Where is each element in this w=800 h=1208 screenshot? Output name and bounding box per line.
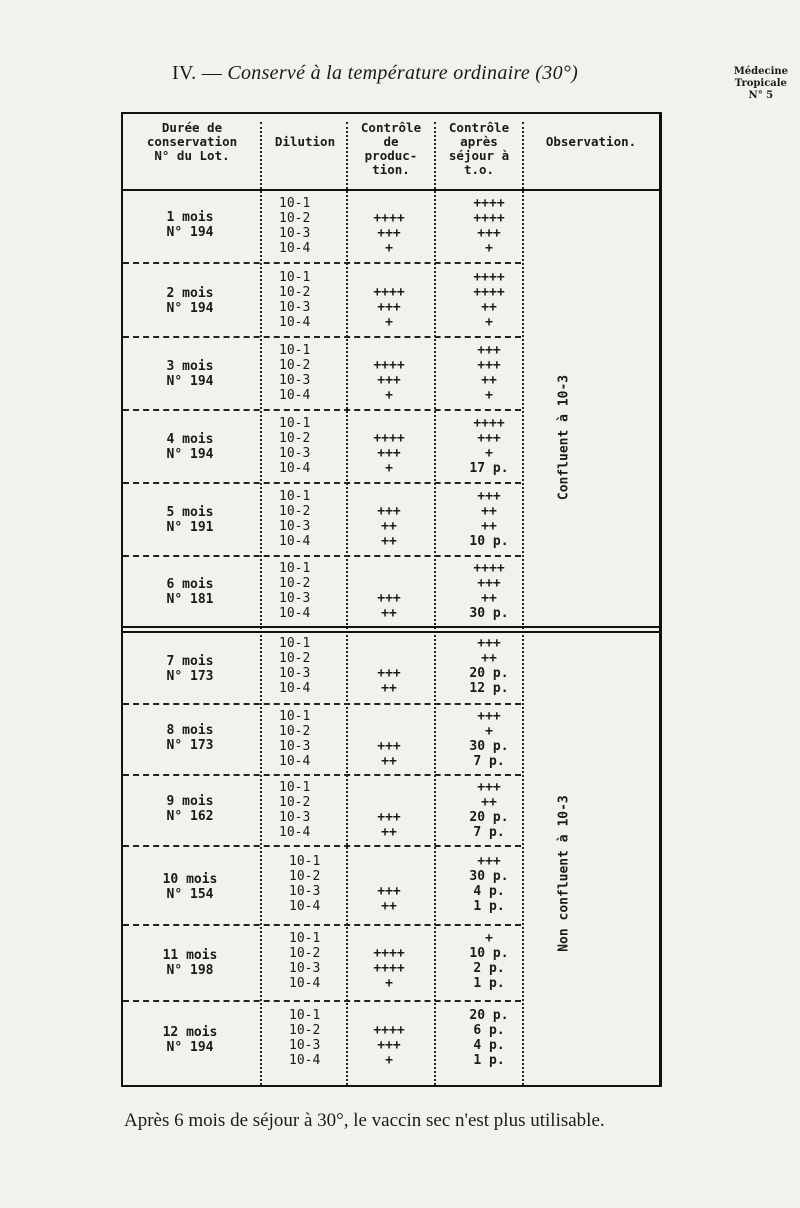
production-cell: ++++ ++++ + [373,946,405,991]
journal-tag [734,66,788,102]
lot-cell: 7 mois N° 173 [166,654,214,684]
production-cell: +++ ++ [377,739,401,769]
row-separator [123,774,521,776]
header-duration: Durée de conservation N° du Lot. [146,120,238,163]
production-cell: ++++ +++ + [373,358,405,403]
lot-cell: 11 mois N° 198 [162,948,218,978]
lot-cell: 6 mois N° 181 [166,577,214,607]
sejour-cell: ++++ ++++ ++ + [473,270,505,330]
row-separator [123,482,521,484]
dilution-cell: 10-1 10-2 10-3 10-4 [279,780,311,840]
dilution-cell: 10-1 10-2 10-3 10-4 [289,1008,321,1068]
lot-cell: 1 mois N° 194 [166,210,214,240]
dilution-cell: 10-1 10-2 10-3 10-4 [279,343,311,403]
row-separator [123,1000,521,1002]
observation-confluent: Confluent à 10-3 [556,374,572,501]
lot-cell: 2 mois N° 194 [166,286,214,316]
sejour-cell: +++ ++ 20 p. 12 p. [469,636,509,696]
header-dilution: Dilution [274,134,336,149]
header-rule [121,189,659,191]
sejour-cell: 20 p. 6 p. 4 p. 1 p. [469,1008,509,1068]
dilution-cell: 10-1 10-2 10-3 10-4 [279,489,311,549]
sejour-cell: +++ + 30 p. 7 p. [469,709,509,769]
row-separator [123,703,521,705]
production-cell: +++ ++ [377,884,401,914]
sejour-cell: +++ +++ ++ + [477,343,501,403]
dilution-cell: 10-1 10-2 10-3 10-4 [289,931,321,991]
production-cell: +++ ++ [377,810,401,840]
production-cell: +++ ++ [377,591,401,621]
row-separator [123,845,521,847]
journal-line-2: Tropicale [734,78,787,89]
dilution-cell: 10-1 10-2 10-3 10-4 [279,270,311,330]
header-sejour: Contrôle après séjour à t.o. [448,120,510,177]
lot-cell: 9 mois N° 162 [166,794,214,824]
row-separator [123,555,521,557]
row-separator [123,336,521,338]
dilution-cell: 10-1 10-2 10-3 10-4 [279,416,311,476]
row-separator [123,409,521,411]
page-title [172,62,578,85]
title-prefix: IV. — [172,62,228,84]
column-separator-3 [434,122,436,1085]
dilution-cell: 10-1 10-2 10-3 10-4 [279,709,311,769]
group-separator [121,626,659,633]
lot-cell: 12 mois N° 194 [162,1025,218,1055]
title-italic: Conservé à la température ordinaire (30°) [227,62,579,84]
sejour-cell: ++++ +++ ++ 30 p. [469,561,509,621]
journal-line-3: N° 5 [748,90,774,101]
journal-line-1: Médecine [733,66,788,77]
lot-cell: 8 mois N° 173 [166,723,214,753]
sejour-cell: + 10 p. 2 p. 1 p. [469,931,509,991]
production-cell: ++++ +++ + [373,285,405,330]
header-observation: Observation. [545,134,637,149]
sejour-cell: ++++ ++++ +++ + [473,196,505,256]
sejour-cell: +++ 30 p. 4 p. 1 p. [469,854,509,914]
production-cell: ++++ +++ + [373,211,405,256]
sejour-cell: +++ ++ ++ 10 p. [469,489,509,549]
dilution-cell: 10-1 10-2 10-3 10-4 [289,854,321,914]
sejour-cell: +++ ++ 20 p. 7 p. [469,780,509,840]
production-cell: ++++ +++ + [373,1023,405,1068]
column-separator-1 [260,122,262,1085]
production-cell: ++++ +++ + [373,431,405,476]
dilution-cell: 10-1 10-2 10-3 10-4 [279,561,311,621]
lot-cell: 10 mois N° 154 [162,872,218,902]
lot-cell: 4 mois N° 194 [166,432,214,462]
observation-non-confluent: Non confluent à 10-3 [556,795,572,952]
production-cell: +++ ++ ++ [377,504,401,549]
row-separator [123,262,521,264]
dilution-cell: 10-1 10-2 10-3 10-4 [279,636,311,696]
lot-cell: 3 mois N° 194 [166,359,214,389]
row-separator [123,924,521,926]
production-cell: +++ ++ [377,666,401,696]
dilution-cell: 10-1 10-2 10-3 10-4 [279,196,311,256]
lot-cell: 5 mois N° 191 [166,505,214,535]
header-production: Contrôle de produc- tion. [360,120,422,177]
footnote: Après 6 mois de séjour à 30°, le vaccin sec n'est plus utilisable. [124,1110,605,1131]
sejour-cell: ++++ +++ + 17 p. [469,416,509,476]
